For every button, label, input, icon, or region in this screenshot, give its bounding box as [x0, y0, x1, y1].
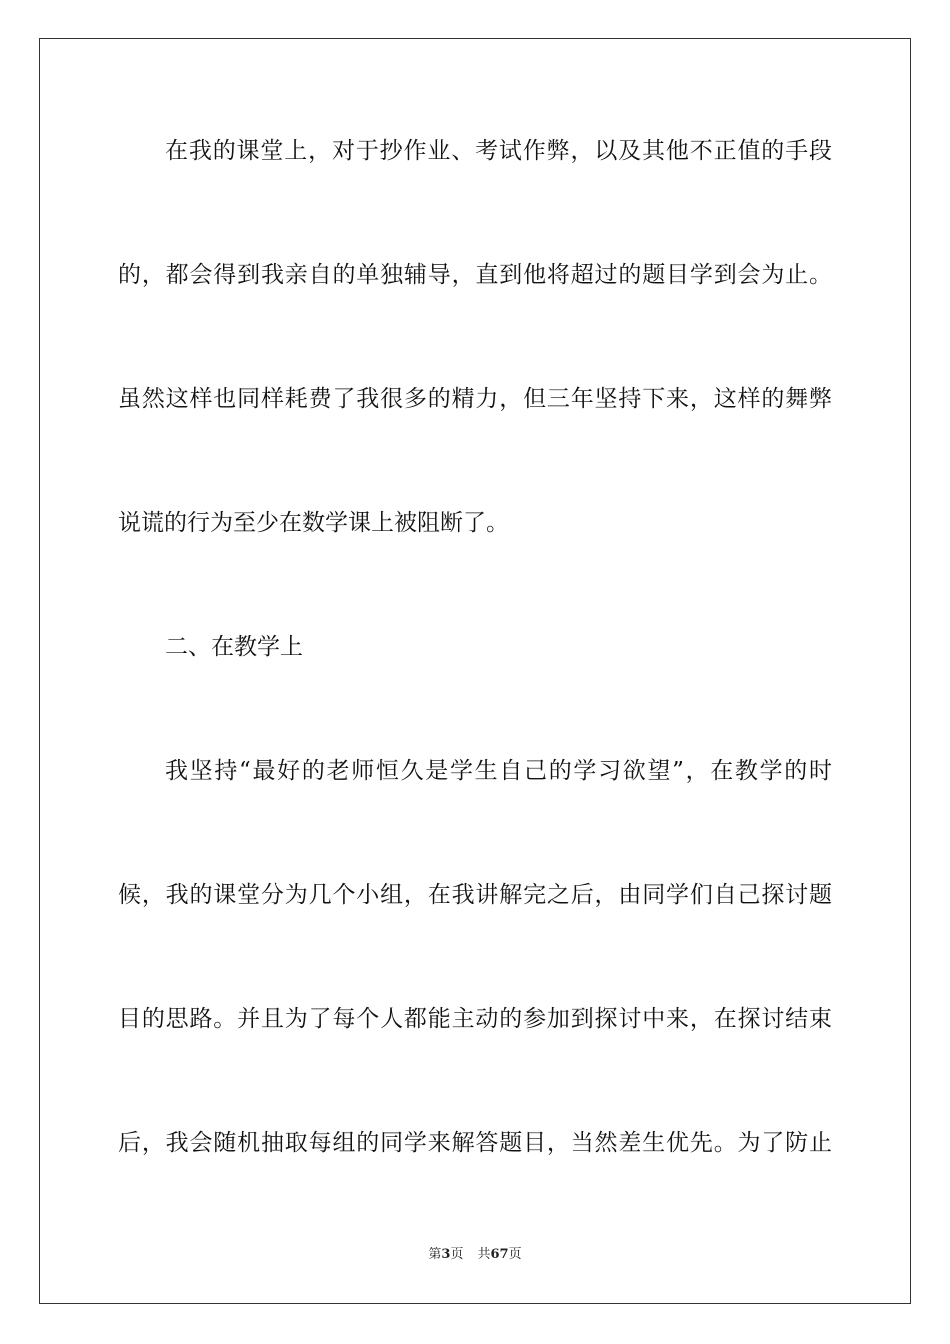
- total-pages: 67: [490, 1247, 509, 1262]
- page-suffix: 页: [450, 1247, 464, 1262]
- paragraph-line-3: 虽然这样也同样耗费了我很多的精力，但三年坚持下来，这样的舞弊: [118, 386, 832, 412]
- page-border: [39, 38, 911, 1304]
- section-heading: 二、在教学上: [165, 634, 303, 660]
- page-footer: [0, 1246, 950, 1264]
- paragraph-line-7: 目的思路。并且为了每个人都能主动的参加到探讨中来，在探讨结束: [118, 1006, 832, 1032]
- total-prefix: 共: [477, 1247, 491, 1262]
- paragraph-line-5: 我坚持“最好的老师恒久是学生自己的学习欲望”，在教学的时: [165, 758, 832, 784]
- paragraph-line-2: 的，都会得到我亲自的单独辅导，直到他将超过的题目学到会为止。: [118, 262, 832, 288]
- paragraph-line-6: 候，我的课堂分为几个小组，在我讲解完之后，由同学们自己探讨题: [118, 882, 832, 908]
- paragraph-line-4: 说谎的行为至少在数学课上被阻断了。: [118, 510, 509, 536]
- page-prefix: 第: [428, 1247, 442, 1262]
- paragraph-line-8: 后，我会随机抽取每组的同学来解答题目，当然差生优先。为了防止: [118, 1130, 832, 1156]
- page-number: 3: [441, 1247, 451, 1262]
- total-suffix: 页: [508, 1247, 522, 1262]
- paragraph-line-1: 在我的课堂上，对于抄作业、考试作弊，以及其他不正值的手段: [165, 138, 832, 164]
